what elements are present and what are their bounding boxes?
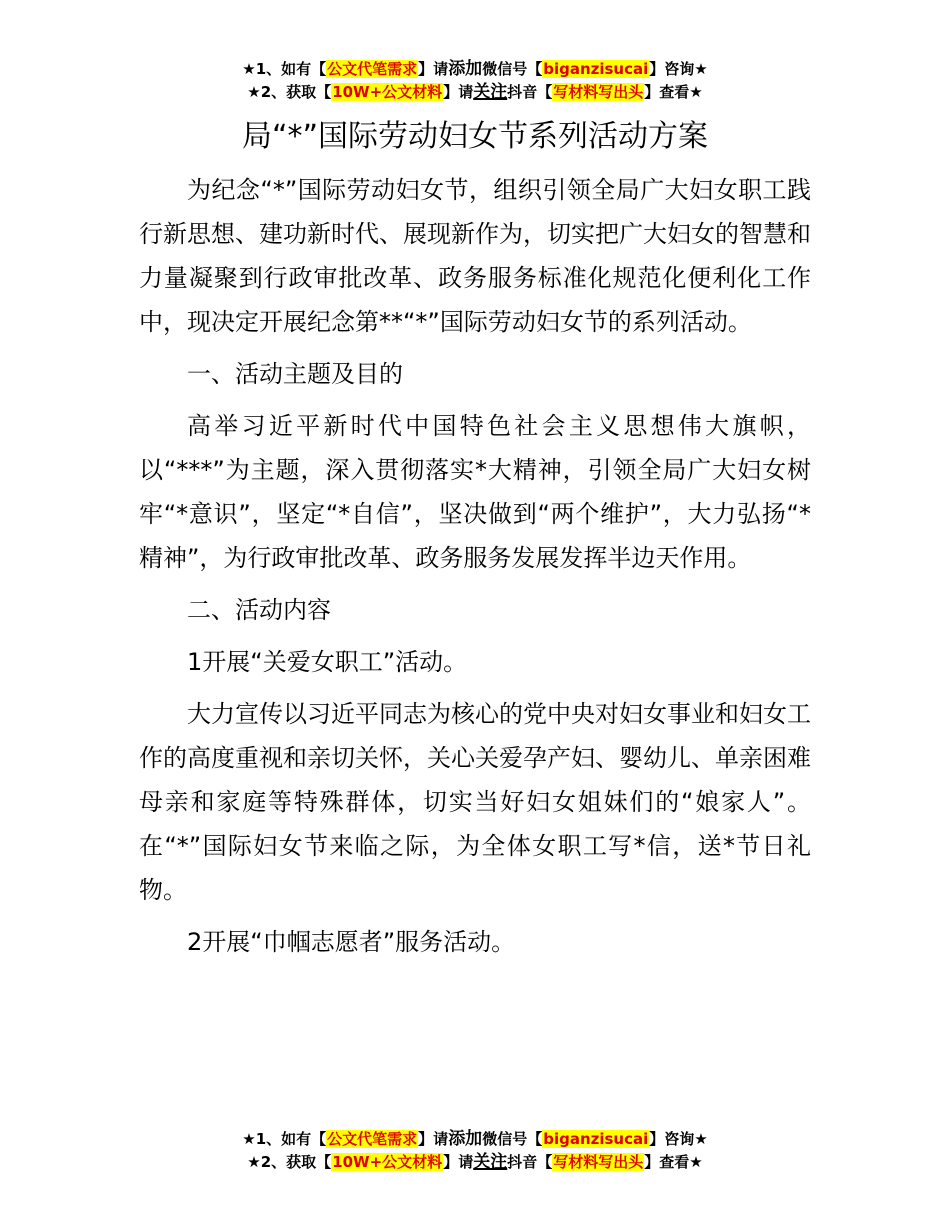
banner-text: ★1、如有【 [242,60,327,78]
banner-text: 微信号【 [482,60,543,78]
banner-highlight: biganzisucai [543,60,649,78]
banner-highlight: 公文代笔需求 [327,60,418,78]
section-heading-2: 二、活动内容 [187,596,331,624]
banner-text: 微信号【 [482,1130,543,1148]
banner-highlight: biganzisucai [543,1130,649,1148]
banner-highlight: 写材料写出头 [553,1153,644,1171]
banner-highlight: 10W+公文材料 [332,83,443,101]
document-title: 局“*”国际劳动妇女节系列活动方案 [241,119,709,154]
banner-text: 】请 [443,1153,474,1171]
banner-line-1 [0,1128,950,1151]
banner-text: 】请 [418,1130,449,1148]
banner-text: 】查看★ [644,1153,703,1171]
banner-text: 】请 [443,83,474,101]
banner-text: 】请 [418,60,449,78]
banner-text: 】咨询★ [649,1130,708,1148]
bottom-banner [0,1128,950,1174]
banner-text: ★1、如有【 [242,1130,327,1148]
banner-line-2 [0,1151,950,1174]
paragraph-care: 大力宣传以习近平同志为核心的党中央对妇女事业和妇女工作的高度重视和亲切关怀，关心关爱孕产妇、婴幼儿、单亲困难母亲和家庭等特殊群体，切实当好妇女姐妹们的“娘家人”。在“*”国际妇女节来临之际，为全体女职工写*信，送*节日礼物。 [139,700,811,904]
banner-highlight: 写材料写出头 [553,83,644,101]
paragraph-theme: 高举习近平新时代中国特色社会主义思想伟大旗帜，以“***”为主题，深入贯彻落实*大精神，引领全局广大妇女树牢“*意识”，坚定“*自信”，坚决做到“两个维护”，大力弘扬“*精神”，为行政审批改革、政务服务发展发挥半边天作用。 [139,412,811,572]
banner-highlight: 公文代笔需求 [327,1130,418,1148]
banner-emphasis: 关注 [473,82,508,102]
banner-emphasis: 添加 [448,1129,483,1149]
banner-text: 】查看★ [644,83,703,101]
banner-text: 抖音【 [507,83,553,101]
banner-text: 抖音【 [507,1153,553,1171]
banner-text: ★2、获取【 [247,83,332,101]
document-body [139,168,811,972]
banner-emphasis: 关注 [473,1152,508,1172]
banner-text: ★2、获取【 [247,1153,332,1171]
section-heading-1: 一、活动主题及目的 [187,360,403,388]
banner-emphasis: 添加 [448,59,483,79]
banner-line-1 [0,58,950,81]
banner-line-2 [0,81,950,104]
banner-highlight: 10W+公文材料 [332,1153,443,1171]
top-banner [0,58,950,104]
banner-text: 】咨询★ [649,60,708,78]
subheading-2: 2开展“巾帼志愿者”服务活动。 [187,928,516,956]
paragraph-intro: 为纪念“*”国际劳动妇女节，组织引领全局广大妇女职工践行新思想、建功新时代、展现新作为，切实把广大妇女的智慧和力量凝聚到行政审批改革、政务服务标准化规范化便利化工作中，现决定开展纪念第**“*”国际劳动妇女节的系列活动。 [139,176,811,336]
subheading-1: 1开展“关爱女职工”活动。 [187,648,468,676]
